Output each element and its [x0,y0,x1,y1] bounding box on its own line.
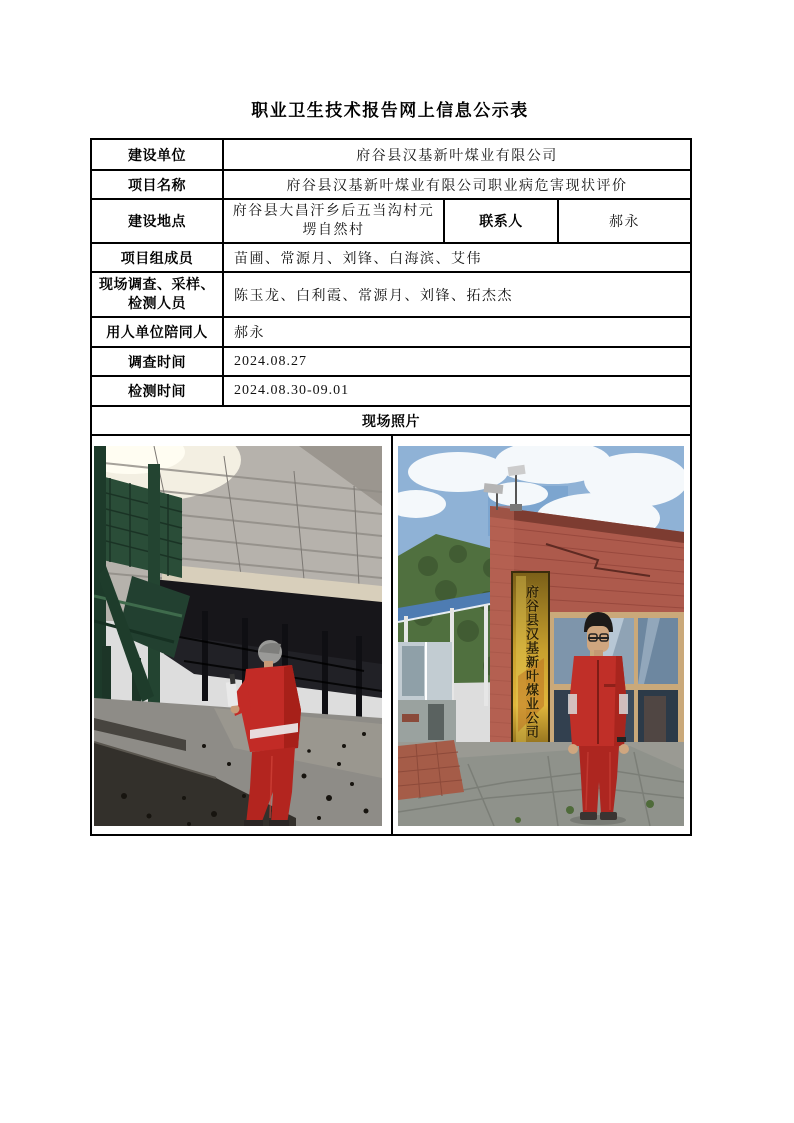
info-table [90,138,692,836]
table-row [91,347,691,376]
site-photo-machinery [94,446,382,826]
table-row [91,376,691,406]
table-row [91,406,691,435]
escort-value: 郝永 [223,317,691,347]
table-row [91,199,691,243]
team-value: 苗圃、常源月、刘锋、白海滨、艾伟 [223,243,691,272]
photos-cell [91,435,691,835]
contact-label: 联系人 [444,199,558,243]
survey-time-label: 调查时间 [91,347,223,376]
construction-unit-value: 府谷县汉基新叶煤业有限公司 [223,139,691,170]
machinery-photo-art [94,446,382,826]
field-staff-label-line1: 现场调查、采样、 [99,277,215,293]
team-label: 项目组成员 [91,243,223,272]
photo-cell-right [391,436,690,834]
page-title: 职业卫生技术报告网上信息公示表 [251,101,529,120]
table-row [91,317,691,347]
project-name-value: 府谷县汉基新叶煤业有限公司职业病危害现状评价 [223,170,691,199]
table-row-photos [91,435,691,835]
test-time-value: 2024.08.30-09.01 [223,376,691,406]
table-row [91,170,691,199]
site-photo-building [398,446,684,826]
field-staff-value: 陈玉龙、白利霞、常源月、刘锋、拓杰杰 [223,272,691,317]
photo-area [92,436,690,834]
table-row [91,272,691,317]
location-label: 建设地点 [91,199,223,243]
field-staff-label [91,272,223,317]
escort-label: 用人单位陪同人 [91,317,223,347]
construction-unit-label: 建设单位 [91,139,223,170]
photo-cell-left [92,436,391,834]
table-row [91,139,691,170]
survey-time-value: 2024.08.27 [223,347,691,376]
contact-value: 郝永 [558,199,691,243]
project-name-label: 项目名称 [91,170,223,199]
test-time-label: 检测时间 [91,376,223,406]
photos-header: 现场照片 [91,406,691,435]
field-staff-label-line2: 检测人员 [128,296,186,312]
location-value: 府谷县大昌汗乡后五当沟村元塄自然村 [223,199,444,243]
table-row [91,243,691,272]
ground [398,740,684,826]
company-sign-text: 府谷县汉基新叶煤业公司 [524,585,539,739]
